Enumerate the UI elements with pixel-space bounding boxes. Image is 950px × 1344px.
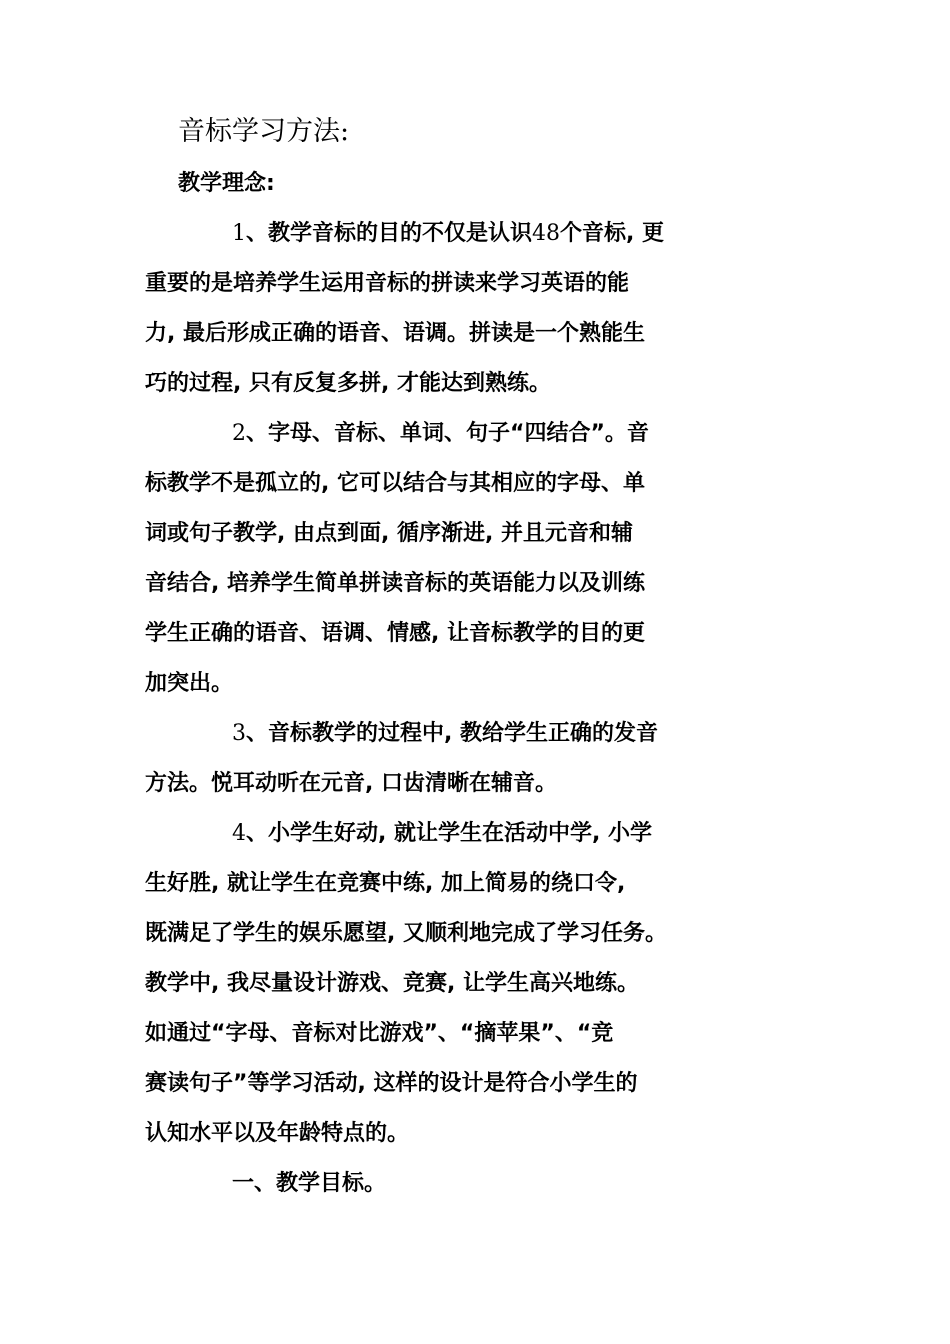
paragraph-4-line-3: 既满足了学生的娱乐愿望, 又顺利地完成了学习任务。 bbox=[145, 921, 668, 946]
paragraph-4-line-2: 生好胜, 就让学生在竞赛中练, 加上简易的绕口令, bbox=[145, 871, 626, 896]
paragraph-2-line-5: 学生正确的语音、语调、情感, 让音标教学的目的更 bbox=[145, 621, 646, 646]
inline-number: 48 bbox=[532, 221, 561, 246]
paragraph-1-line-2: 重要的是培养学生运用音标的拼读来学习英语的能 bbox=[145, 271, 630, 296]
paragraph-text: 、小学生好动, 就让学生在活动中学, 小学 bbox=[246, 821, 653, 846]
paragraph-4-line-5: 如通过“字母、音标对比游戏”、“摘苹果”、“竞 bbox=[145, 1021, 614, 1046]
paragraph-2-line-3: 词或句子教学, 由点到面, 循序渐进, 并且元音和辅 bbox=[145, 521, 634, 546]
paragraph-text: 、教学音标的目的不仅是认识 bbox=[246, 221, 533, 246]
paragraph-4-line-4: 教学中, 我尽量设计游戏、竞赛, 让学生高兴地练。 bbox=[145, 971, 640, 996]
paragraph-number: 4 bbox=[232, 821, 246, 846]
document-title: 音标学习方法: bbox=[178, 116, 350, 147]
paragraph-3-line-1 bbox=[232, 716, 658, 752]
section-subtitle: 教学理念: bbox=[178, 171, 275, 196]
paragraph-1-line-1 bbox=[232, 216, 664, 252]
paragraph-2-line-1 bbox=[232, 416, 649, 452]
section-heading: 一、教学目标。 bbox=[232, 1171, 387, 1196]
paragraph-4-line-6: 赛读句子”等学习活动, 这样的设计是符合小学生的 bbox=[145, 1071, 638, 1096]
paragraph-number: 3 bbox=[232, 721, 246, 746]
paragraph-2-line-6: 加突出。 bbox=[145, 671, 234, 696]
paragraph-text: 个音标, 更 bbox=[560, 221, 665, 246]
paragraph-text: 、音标教学的过程中, 教给学生正确的发音 bbox=[246, 721, 659, 746]
paragraph-4-line-1 bbox=[232, 816, 652, 852]
paragraph-3-line-2: 方法。悦耳动听在元音, 口齿清晰在辅音。 bbox=[145, 771, 558, 796]
paragraph-1-line-3: 力, 最后形成正确的语音、语调。拼读是一个熟能生 bbox=[145, 321, 646, 346]
paragraph-number: 2 bbox=[232, 421, 246, 446]
paragraph-2-line-2: 标教学不是孤立的, 它可以结合与其相应的字母、单 bbox=[145, 471, 646, 496]
paragraph-4-line-7: 认知水平以及年龄特点的。 bbox=[145, 1121, 410, 1146]
paragraph-text: 、字母、音标、单词、句子“四结合”。音 bbox=[246, 421, 649, 446]
paragraph-number: 1 bbox=[232, 221, 246, 246]
paragraph-2-line-4: 音结合, 培养学生简单拼读音标的英语能力以及训练 bbox=[145, 571, 646, 596]
paragraph-1-line-4: 巧的过程, 只有反复多拼, 才能达到熟练。 bbox=[145, 371, 552, 396]
